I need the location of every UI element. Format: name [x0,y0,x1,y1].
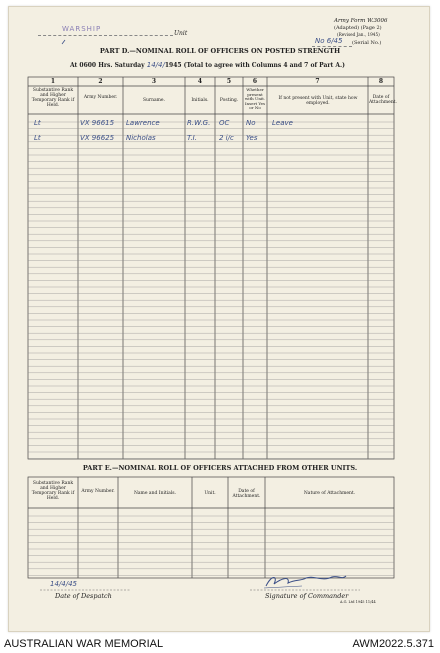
e-col-header-nature: Nature of Attachment. [303,491,356,496]
col-num-6: 6 [252,78,258,85]
footer-institution: AUSTRALIAN WAR MEMORIAL [4,638,164,650]
col-header-army-number: Army Number. [83,95,118,100]
part-d-cell-r2-c2: VX 96625 [80,134,115,142]
col-num-5: 5 [226,78,232,85]
col-header-present: Whether present with Unit. Insert Yes or No [244,87,266,110]
e-col-header-army-number: Army Number. [81,489,115,494]
col-num-7: 7 [315,78,320,85]
time-suffix: (Total to agree with Columns 4 and 7 of Part A.) [183,62,345,69]
part-d-cell-r1-c3: Lawrence [126,119,160,127]
despatch-date-handwritten: 14/4/45 [50,580,77,588]
col-header-surname: Surname. [142,98,166,103]
part-d-cell-r1-c7: Leave [272,119,293,127]
col-header-employment: If not present with Unit, state how employed. [278,96,358,106]
col-num-2: 2 [98,78,103,85]
e-col-header-rank: Substantive Rank and Higher Temporary Rank if Held. [31,481,75,501]
despatch-label: Date of Despatch [55,592,112,600]
footer-bar [0,636,440,653]
part-d-cell-r2-c6: Yes [246,134,258,142]
time-prefix: At 0600 Hrs. Saturday [70,62,145,69]
col-num-1: 1 [50,78,56,85]
part-d-cell-r1-c6: No [246,119,256,127]
form-adapted: (Adapted) (Page 2) [334,25,382,31]
part-e-title: PART E.—NOMINAL ROLL OF OFFICERS ATTACHED FROM OTHER UNITS. [82,464,358,472]
part-d-cell-r1-c2: VX 96615 [80,119,115,127]
e-col-header-unit: Unit. [204,491,216,496]
unit-stamp: WARSHIP [62,25,102,33]
e-col-header-name: Name and Initials. [133,491,177,496]
date-handwritten: 14/4/ [146,61,165,69]
serial-number-handwritten: No 6/45 [315,37,343,45]
part-d-cell-r2-c4: T.I. [187,134,197,142]
part-d-column-numbers [0,78,440,86]
col-num-4: 4 [197,78,203,85]
footer-accession-number: AWM2022.5.371 [352,638,434,650]
part-d-title: PART D.—NOMINAL ROLL OF OFFICERS ON POSTED STRENGTH [99,47,341,55]
part-d-cell-r2-c5: 2 i/c [219,134,234,142]
part-d-cell-r1-c1: Lt [34,119,41,127]
col-header-date-attachment: Date of Attachment. [369,95,397,105]
part-d-cell-r1-c4: R.W.G. [187,119,211,127]
serial-label: (Serial No.) [352,40,382,46]
col-header-rank: Substantive Rank and Higher Temporary Rank if Held. [31,88,75,108]
commander-label: Signature of Commander [265,592,349,600]
unit-label: Unit [174,30,188,37]
col-num-8: 8 [378,78,384,85]
col-header-posting: Posting. [219,98,239,103]
commander-signature [262,572,352,590]
year: 1945 [164,62,182,69]
printer-line: A.G. Ltd 1945 11/44 [340,600,376,604]
col-header-initials: Initials. [191,98,209,103]
e-col-header-date: Date of Attachment. [232,489,261,499]
col-num-3: 3 [151,78,157,85]
part-d-cell-r2-c1: Lt [34,134,41,142]
part-d-cell-r2-c3: Nicholas [126,134,156,142]
part-d-cell-r1-c5: OC [219,119,230,127]
form-id: Army Form W.3006 [334,18,388,24]
form-revised: (Revised Jan., 1945) [337,32,380,37]
